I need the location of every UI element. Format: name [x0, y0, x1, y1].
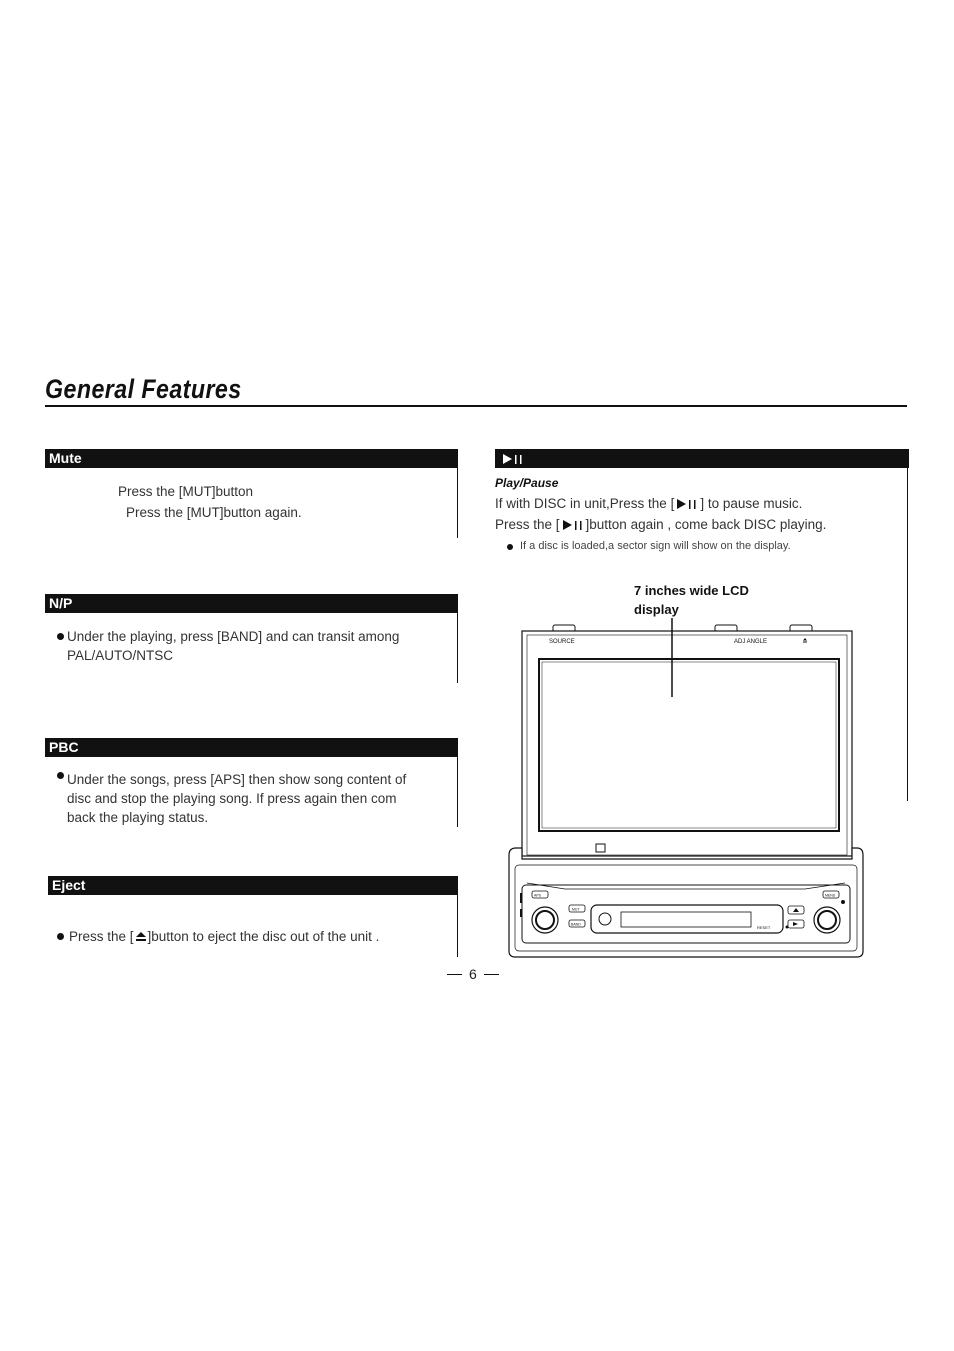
page-number: 6 — [469, 966, 477, 982]
lcd-callout-line-2: display — [634, 602, 679, 617]
device-diagram — [505, 615, 867, 960]
bullet-icon — [57, 772, 64, 779]
play-pause-line1-before: If with DISC in unit,Press the [ — [495, 496, 675, 511]
diagram-label-aps: APS — [534, 893, 542, 898]
pbc-divider — [457, 757, 458, 827]
eject-text-after: ]button to eject the disc out of the unit . — [147, 929, 380, 944]
np-line-2: PAL/AUTO/NTSC — [67, 648, 174, 663]
np-line-1: Under the playing, press [BAND] and can transit among — [67, 629, 400, 644]
play-pause-note: If a disc is loaded,a sector sign will show on the display. — [520, 540, 791, 552]
page-number-dash — [484, 974, 499, 975]
pbc-line-3: back the playing status. — [67, 810, 209, 825]
play-pause-heading — [495, 449, 909, 468]
page-number-dash — [447, 974, 462, 975]
np-heading: N/P — [45, 594, 458, 613]
eject-icon — [135, 931, 147, 942]
pbc-line-2: disc and stop the playing song. If press again then com — [67, 791, 397, 806]
diagram-label-source: SOURCE — [549, 639, 575, 645]
np-divider — [457, 613, 458, 683]
eject-heading: Eject — [48, 876, 458, 895]
play-pause-icon — [674, 498, 700, 510]
diagram-label-menu: MENU — [825, 893, 836, 898]
eject-instruction — [57, 927, 379, 946]
page-title: General Features — [45, 374, 242, 404]
right-divider — [907, 468, 908, 801]
eject-divider — [457, 895, 458, 957]
mute-divider — [457, 468, 458, 538]
bullet-icon — [507, 544, 513, 550]
page-number-footer — [447, 966, 499, 982]
diagram-label-adj-angle: ADJ ANGLE — [734, 639, 768, 645]
mute-line-1: Press the [MUT]button — [118, 484, 254, 499]
play-pause-line1-after: ] to pause music. — [700, 496, 803, 511]
play-pause-line2-after: ]button again , come back DISC playing. — [585, 517, 827, 532]
title-underline — [45, 405, 907, 407]
pbc-line-1: Under the songs, press [APS] then show song content of — [67, 772, 407, 787]
play-pause-subtitle: Play/Pause — [495, 476, 559, 490]
lcd-callout-line-1: 7 inches wide LCD — [634, 583, 749, 598]
mute-heading: Mute — [45, 449, 458, 468]
mute-line-2: Press the [MUT]button again. — [126, 505, 302, 520]
diagram-label-band: BAND — [571, 922, 581, 927]
play-pause-line2-before: Press the [ — [495, 517, 560, 532]
play-pause-line-1 — [495, 494, 802, 513]
play-pause-line-2 — [495, 515, 826, 534]
play-pause-icon — [499, 453, 523, 465]
diagram-label-mut: MUT — [572, 907, 580, 912]
eject-text-before: Press the [ — [69, 929, 134, 944]
bullet-icon — [57, 633, 64, 640]
bullet-icon — [57, 933, 64, 940]
play-pause-icon — [560, 519, 586, 531]
pbc-heading: PBC — [45, 738, 458, 757]
diagram-label-reset: RESET — [757, 925, 771, 930]
